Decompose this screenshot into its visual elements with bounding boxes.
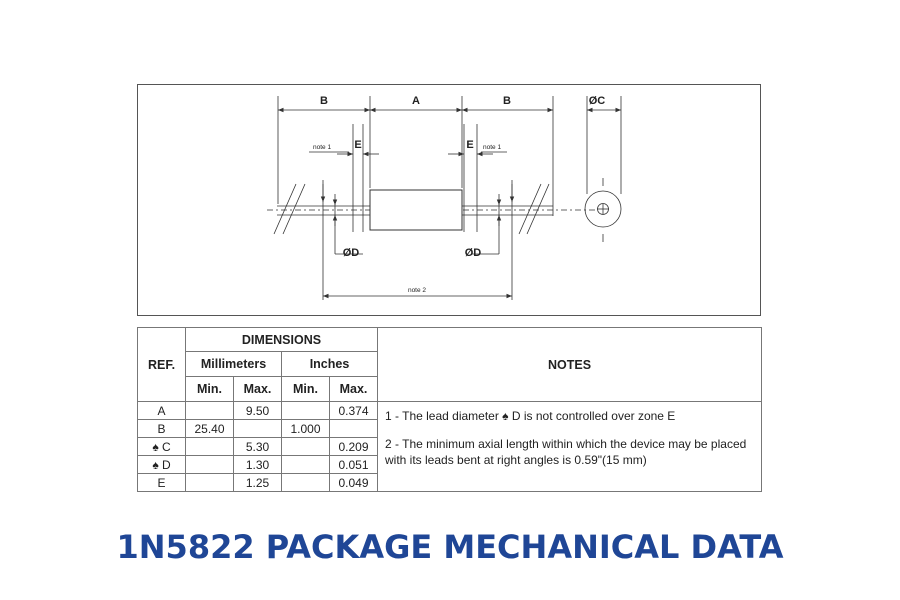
notes-body [378,402,762,492]
notes-header: NOTES [378,328,762,402]
in-max-cell: 0.374 [330,402,378,420]
millimeters-header: Millimeters [186,352,282,377]
label-d-left: ØD [342,247,360,259]
note-2: 2 - The minimum axial length within which the device may be placed with its leads bent at right angles is 0.59"(15 mm) [385,437,747,467]
in-max-cell [330,420,378,438]
mechanical-drawing [137,84,761,316]
ref-cell: ♠ D [138,456,186,474]
mm-min-cell: 25.40 [186,420,234,438]
mm-max-cell [234,420,282,438]
in-min-cell [282,438,330,456]
ref-cell: ♠ C [138,438,186,456]
mm-max-cell: 1.25 [234,474,282,492]
in-min-header: Min. [282,377,330,402]
dimensions-table [137,327,762,492]
diode-body [370,190,462,230]
label-note1-right: note 1 [483,144,502,151]
label-note2: note 2 [407,287,427,294]
break-mark-left-b [283,184,305,234]
in-min-cell: 1.000 [282,420,330,438]
ref-header: REF. [138,328,186,402]
label-e-right: E [466,139,474,151]
mm-max-cell: 5.30 [234,438,282,456]
in-max-cell: 0.051 [330,456,378,474]
label-note1-left: note 1 [313,144,332,151]
break-mark-left-a [274,184,296,234]
mm-min-cell [186,474,234,492]
ref-cell: A [138,402,186,420]
in-max-cell: 0.209 [330,438,378,456]
label-c: ØC [588,95,606,107]
label-b-left: B [320,95,328,107]
in-max-header: Max. [330,377,378,402]
in-min-cell [282,474,330,492]
page-title: 1N5822 PACKAGE MECHANICAL DATA [116,528,784,566]
mm-min-header: Min. [186,377,234,402]
in-min-cell [282,456,330,474]
package-outline-drawing [137,84,761,316]
mm-max-cell: 1.30 [234,456,282,474]
ref-cell: E [138,474,186,492]
mm-max-header: Max. [234,377,282,402]
label-b-right: B [503,95,511,107]
table-row [138,402,762,420]
ref-cell: B [138,420,186,438]
label-e-left: E [354,139,362,151]
mm-min-cell [186,456,234,474]
in-min-cell [282,402,330,420]
mm-min-cell [186,438,234,456]
note-1: 1 - The lead diameter ♠ D is not controlled over zone E [385,409,676,423]
mm-max-cell: 9.50 [234,402,282,420]
label-a: A [412,95,420,107]
inches-header: Inches [282,352,378,377]
label-d-right: ØD [464,247,482,259]
mm-min-cell [186,402,234,420]
dimensions-header: DIMENSIONS [186,328,378,352]
in-max-cell: 0.049 [330,474,378,492]
